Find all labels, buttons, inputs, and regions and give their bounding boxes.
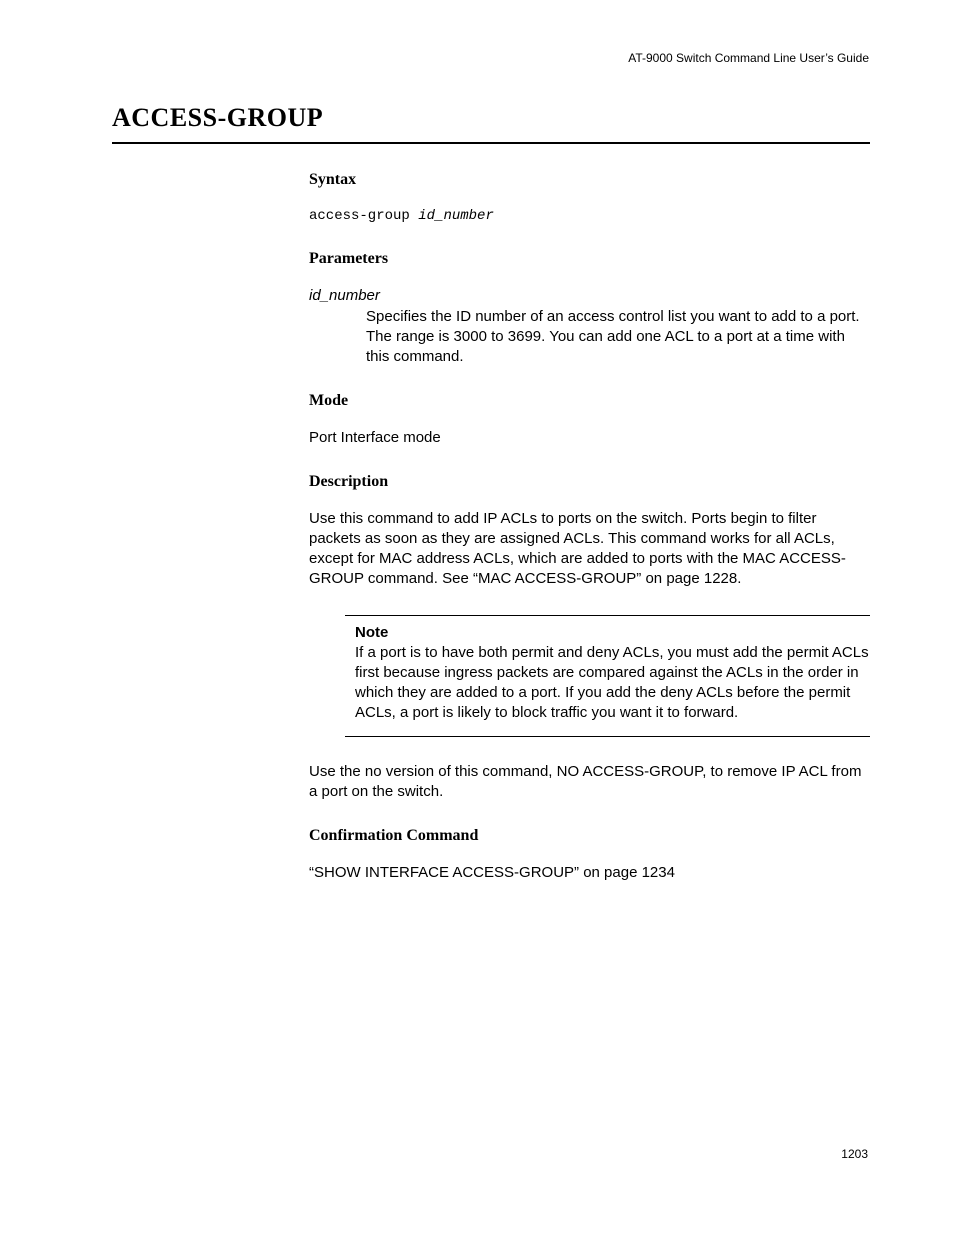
note-text: If a port is to have both permit and deny ACLs, you must add the permit ACLs first because ingress packets are compared against the ACLs in the order in which they are added to a port. If you add the deny ACLs before the permit ACLs, a port is likely to block traffic you want it to forward.	[355, 644, 869, 721]
description-paragraph: Use this command to add IP ACLs to ports on the switch. Ports begin to filter packets as soon as they are assigned ACLs. This command works for all ACLs, except for MAC address ACLs, which are added to ports with the MAC ACCESS-GROUP command. See “MAC ACCESS-GROUP” on page 1228.	[309, 510, 846, 587]
command-reference-content	[309, 146, 870, 883]
mode-heading: Mode	[309, 392, 349, 409]
parameter-name: id_number	[309, 287, 380, 304]
page-title: ACCESS-GROUP	[112, 103, 324, 132]
syntax-param: id_number	[418, 208, 494, 224]
mode-text: Port Interface mode	[309, 429, 441, 446]
syntax-code-line	[309, 207, 870, 225]
confirmation-command-heading: Confirmation Command	[309, 827, 479, 844]
note-heading: Note	[355, 624, 389, 641]
no-version-paragraph: Use the no version of this command, NO ACCESS-GROUP, to remove IP ACL from a port on the switch.	[309, 763, 862, 800]
note-box	[345, 615, 870, 737]
syntax-command: access-group	[309, 208, 410, 224]
page-number: 1203	[841, 1147, 868, 1161]
parameters-heading: Parameters	[309, 250, 389, 267]
syntax-heading: Syntax	[309, 171, 357, 188]
description-heading: Description	[309, 473, 389, 490]
title-block	[112, 104, 870, 144]
parameter-description: Specifies the ID number of an access control list you want to add to a port. The range is 3000 to 3699. You can add one ACL to a port at a time with this command.	[366, 308, 860, 365]
running-header: AT-9000 Switch Command Line User’s Guide	[628, 51, 869, 65]
confirmation-command-reference: “SHOW INTERFACE ACCESS-GROUP” on page 1234	[309, 864, 675, 881]
